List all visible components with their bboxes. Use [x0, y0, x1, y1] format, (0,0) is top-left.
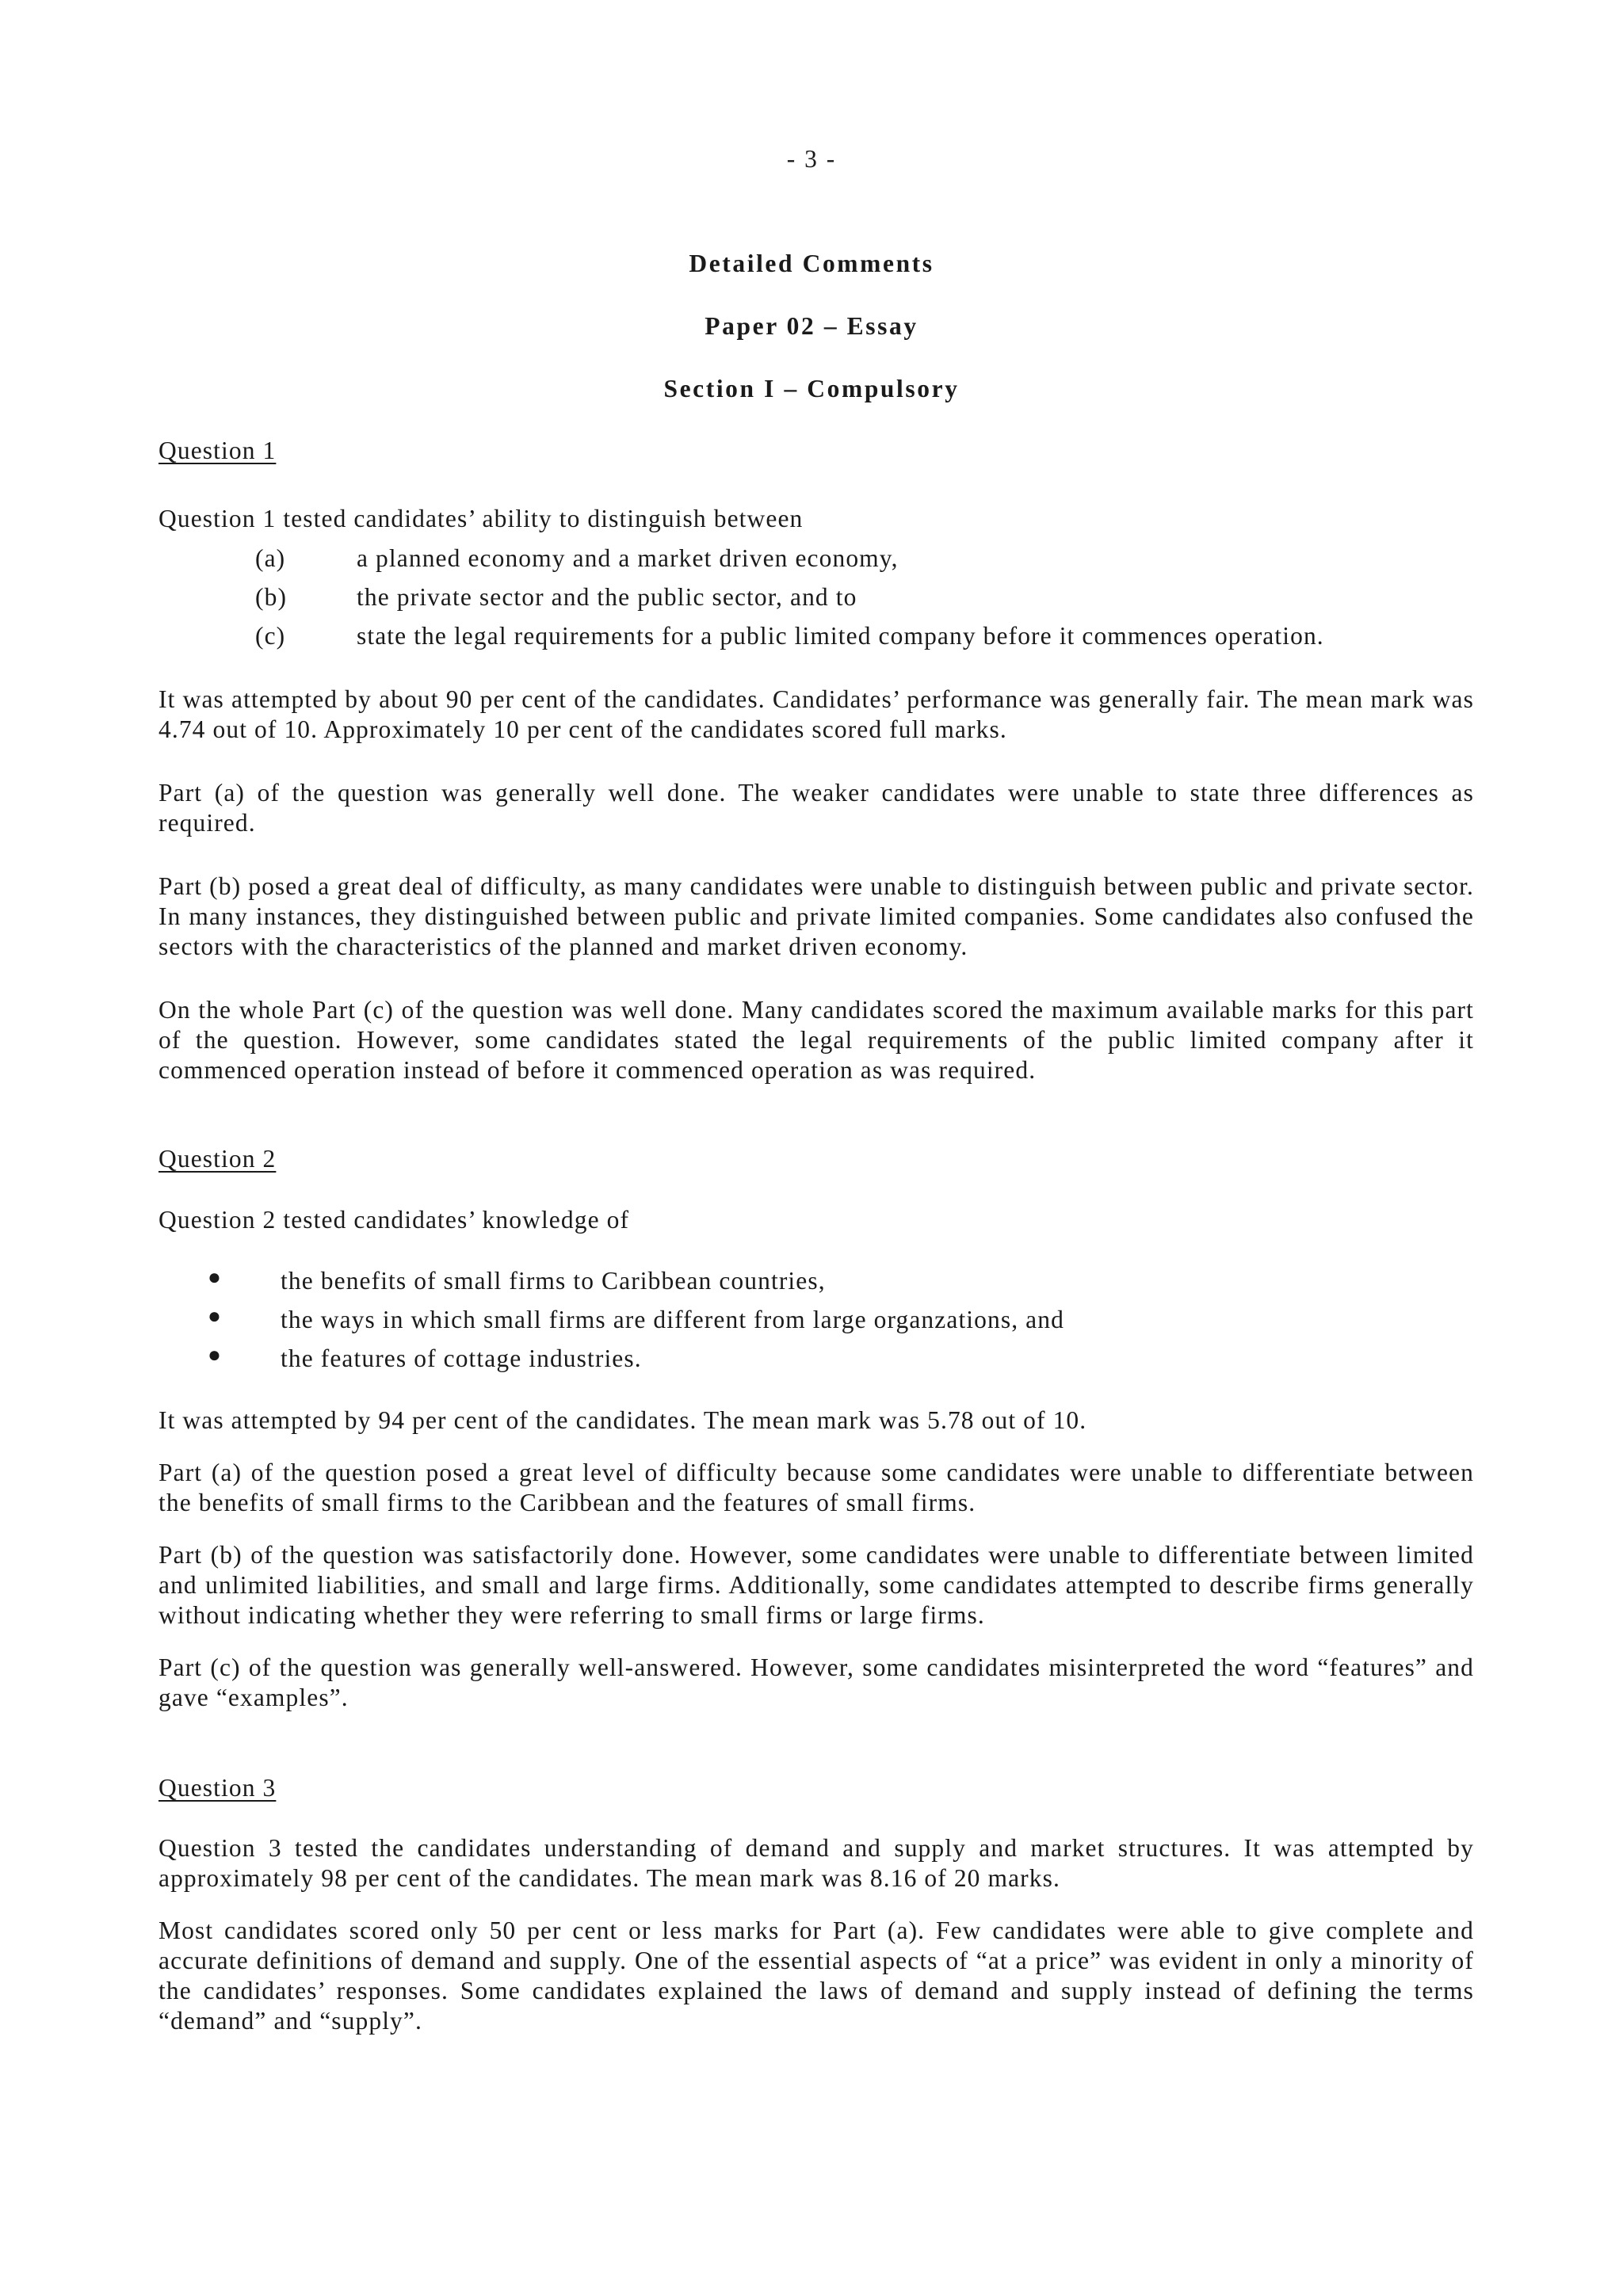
part-c-label: (c)	[255, 622, 286, 650]
question-2-paragraph: Part (b) of the question was satisfactorily done. However, some candidates were unable to differentiate between limited and unlimited liabilities, and small and large firms. Additionally, some candidates attempted to describe firms generally without indicating whether they were referring to small firms or large firms.	[158, 1541, 1474, 1629]
document-title: Detailed Comments	[689, 250, 934, 277]
part-c-text: state the legal requirements for a public limited company before it commences operation.	[357, 622, 1324, 650]
question-1-paragraph: It was attempted by about 90 per cent of the candidates. Candidates’ performance was generally fair. The mean mark was 4.74 out of 10. Approximately 10 per cent of the candidates scored full marks.	[158, 685, 1474, 743]
question-1-paragraph: On the whole Part (c) of the question was well done. Many candidates scored the maximum available marks for this part of the question. However, some candidates stated the legal requirements of the public limited company after it commenced operation instead of before it commenced operation as was required.	[158, 996, 1474, 1084]
part-a-text: a planned economy and a market driven economy,	[357, 544, 899, 572]
part-b-text: the private sector and the public sector, and to	[357, 583, 857, 611]
bullet-icon: ●	[208, 1265, 223, 1290]
question-2-intro: Question 2 tested candidates’ knowledge of	[158, 1206, 630, 1234]
question-2-paragraph: Part (c) of the question was generally well-answered. However, some candidates misinterpreted the word “features” and gave “examples”.	[158, 1653, 1474, 1711]
question-1-paragraph: Part (a) of the question was generally well done. The weaker candidates were unable to state three differences as required.	[158, 779, 1474, 837]
question-2-paragraph: Part (a) of the question posed a great level of difficulty because some candidates were unable to differentiate between the benefits of small firms to the Caribbean and the features of small firms.	[158, 1459, 1474, 1516]
paper-heading: Paper 02 – Essay	[705, 312, 918, 340]
question-3-paragraph: Question 3 tested the candidates understanding of demand and supply and market structures. It was attempted by approximately 98 per cent of the candidates. The mean mark was 8.16 of 20 marks.	[158, 1834, 1474, 1892]
question-2-paragraph: It was attempted by 94 per cent of the candidates. The mean mark was 5.78 out of 10.	[158, 1406, 1087, 1434]
question-1-paragraph: Part (b) posed a great deal of difficulty, as many candidates were unable to distinguish between public and private sector. In many instances, they distinguished between public and private limited companies. Some candidates also confused the sectors with the characteristics of the planned and market driven economy.	[158, 872, 1474, 960]
bullet-icon: ●	[208, 1343, 223, 1367]
question-1-heading: Question 1	[158, 437, 277, 464]
list-item: the features of cottage industries.	[281, 1344, 642, 1372]
bullet-icon: ●	[208, 1304, 223, 1329]
question-1-intro: Question 1 tested candidates’ ability to distinguish between	[158, 505, 804, 532]
list-item: the benefits of small firms to Caribbean countries,	[281, 1267, 826, 1295]
part-a-label: (a)	[255, 544, 286, 572]
question-3-paragraph: Most candidates scored only 50 per cent or less marks for Part (a). Few candidates were able to give complete and accurate definitions of demand and supply. One of the essential aspects of “at a price” was evident in only a minority of the candidates’ responses. Some candidates explained the laws of demand and supply instead of defining the terms “demand” and “supply”.	[158, 1917, 1474, 2035]
part-b-label: (b)	[255, 583, 288, 611]
page-number: - 3 -	[786, 145, 837, 173]
section-heading: Section I – Compulsory	[663, 375, 960, 402]
list-item: the ways in which small firms are different from large organzations, and	[281, 1306, 1064, 1333]
question-3-heading: Question 3	[158, 1774, 277, 1802]
question-2-heading: Question 2	[158, 1145, 277, 1173]
